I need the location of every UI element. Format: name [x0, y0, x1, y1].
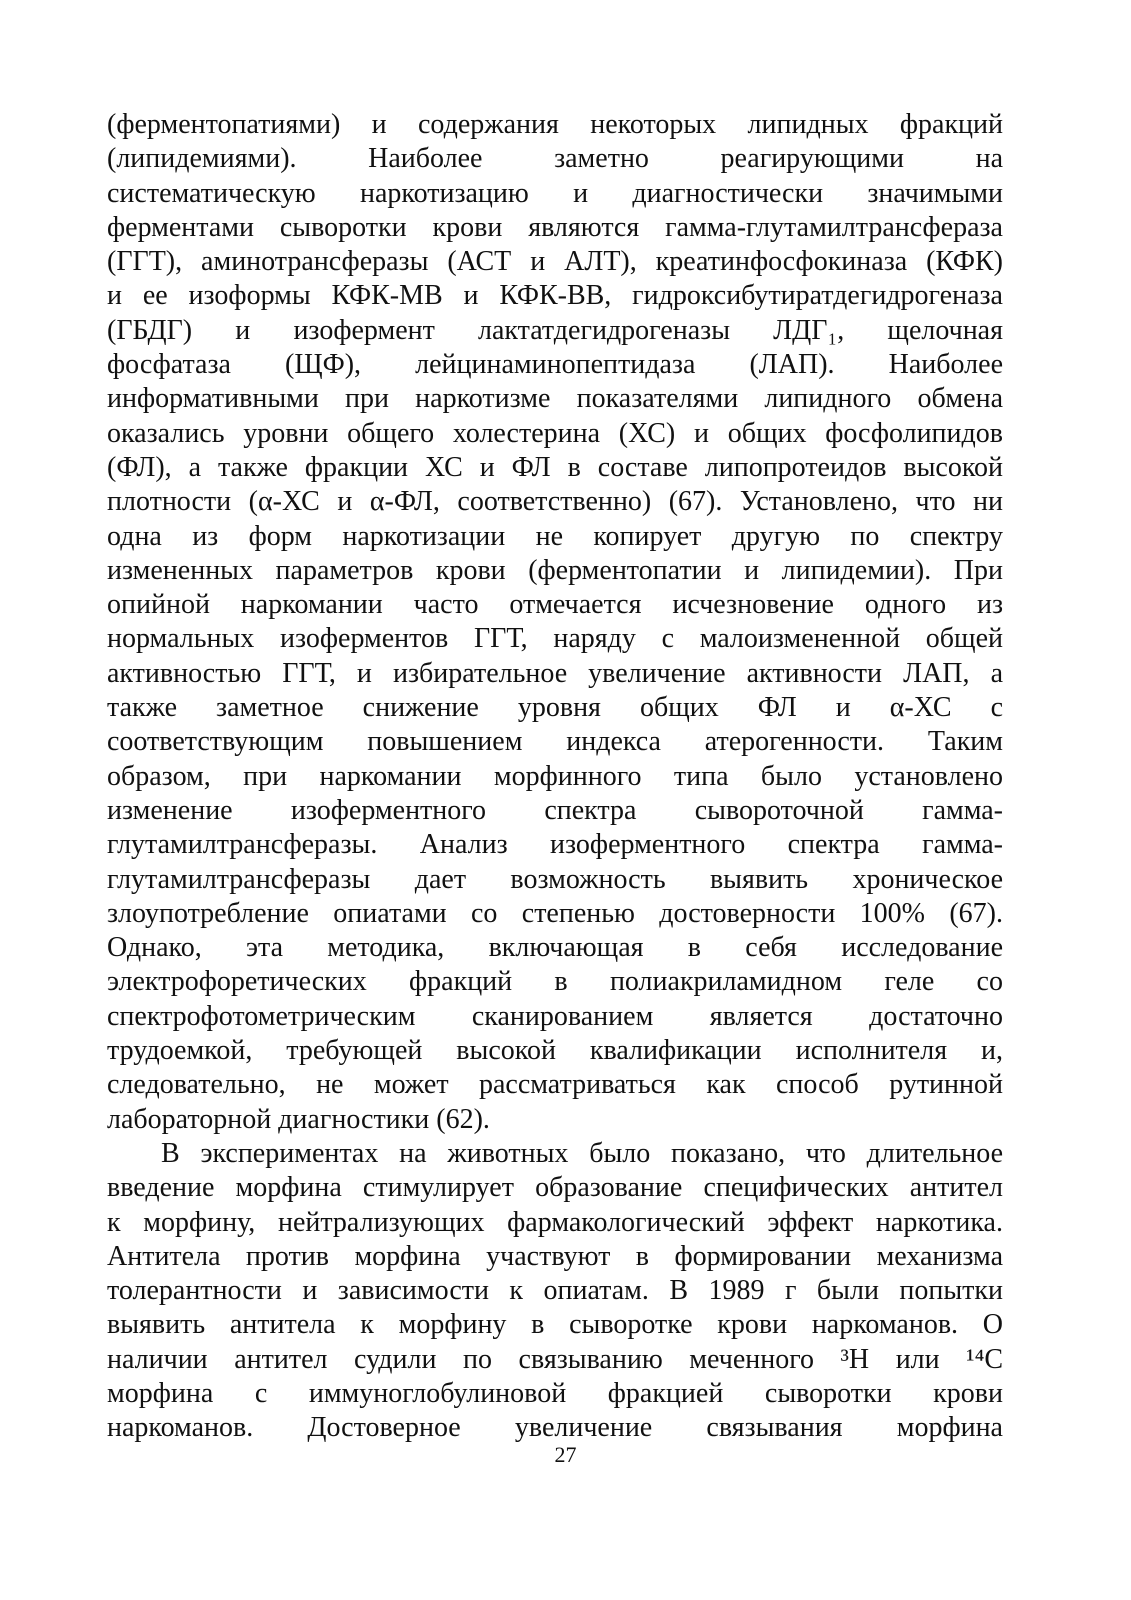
- text-line: электрофоретических фракций в полиакриламидном геле со: [107, 966, 1003, 998]
- text-line: выявить антитела к морфину в сыворотке крови наркоманов. О: [107, 1309, 1003, 1341]
- text-line: образом, при наркомании морфинного типа было установлено: [107, 760, 1003, 792]
- text-line: и ее изоформы КФК-МВ и КФК-ВВ, гидроксибутиратдегидрогеназа: [107, 280, 1003, 312]
- text-line: измененных параметров крови (ферментопатии и липидемии). При: [107, 554, 1003, 586]
- text-line: (ГБДГ) и изофермент лактатдегидрогеназы ЛДГ₁, щелочная: [107, 314, 1003, 346]
- text-line: наличии антител судили по связыванию меченного ³Н или ¹⁴С: [107, 1343, 1003, 1375]
- text-line: ферментами сыворотки крови являются гамма-глутамилтрансфераза: [107, 211, 1003, 243]
- text-line: одна из форм наркотизации не копирует другую по спектру: [107, 520, 1003, 552]
- text-line: также заметное снижение уровня общих ФЛ и α-ХС с: [107, 692, 1003, 724]
- text-line: Антитела против морфина участвуют в формировании механизма: [107, 1240, 1003, 1272]
- text-line: злоупотребление опиатами со степенью достоверности 100% (67).: [107, 897, 1003, 929]
- text-line: наркоманов. Достоверное увеличение связывания морфина: [107, 1412, 1003, 1444]
- text-line: (ФЛ), а также фракции ХС и ФЛ в составе липопротеидов высокой: [107, 451, 1003, 483]
- text-line: фосфатаза (ЩФ), лейцинаминопептидаза (ЛАП). Наиболее: [107, 349, 1003, 381]
- text-line: морфина с иммуноглобулиновой фракцией сыворотки крови: [107, 1377, 1003, 1409]
- text-line: информативными при наркотизме показателями липидного обмена: [107, 383, 1003, 415]
- text-line: оказались уровни общего холестерина (ХС) и общих фосфолипидов: [107, 417, 1003, 449]
- text-line: изменение изоферментного спектра сывороточной гамма-: [107, 794, 1003, 826]
- text-line: В экспериментах на животных было показано, что длительное: [161, 1137, 1003, 1169]
- text-line: лабораторной диагностики (62).: [107, 1103, 490, 1135]
- text-line: Однако, эта методика, включающая в себя исследование: [107, 932, 1003, 964]
- text-line: введение морфина стимулирует образование специфических антител: [107, 1172, 1003, 1204]
- text-line: плотности (α-ХС и α-ФЛ, соответственно) (67). Установлено, что ни: [107, 486, 1003, 518]
- text-line: опийной наркомании часто отмечается исчезновение одного из: [107, 589, 1003, 621]
- text-line: к морфину, нейтрализующих фармакологический эффект наркотика.: [107, 1206, 1003, 1238]
- text-line: глутамилтрансферазы. Анализ изоферментного спектра гамма-: [107, 829, 1003, 861]
- text-line: соответствующим повышением индекса атерогенности. Таким: [107, 726, 1003, 758]
- text-line: трудоемкой, требующей высокой квалификации исполнителя и,: [107, 1035, 1003, 1067]
- text-line: толерантности и зависимости к опиатам. В 1989 г были попытки: [107, 1275, 1003, 1307]
- text-line: (ферментопатиями) и содержания некоторых липидных фракций: [107, 109, 1003, 140]
- body-text: [107, 108, 1003, 1446]
- text-line: нормальных изоферментов ГГТ, наряду с малоизмененной общей: [107, 623, 1003, 655]
- text-line: активностью ГГТ, и избирательное увеличение активности ЛАП, а: [107, 657, 1003, 689]
- text-line: следовательно, не может рассматриваться как способ рутинной: [107, 1069, 1003, 1101]
- text-line: (липидемиями). Наиболее заметно реагирующими на: [107, 143, 1003, 175]
- paragraph-1: [107, 108, 1003, 1137]
- paragraph-2: [107, 1137, 1003, 1446]
- text-line: глутамилтрансферазы дает возможность выявить хроническое: [107, 863, 1003, 895]
- text-line: систематическую наркотизацию и диагностически значимыми: [107, 177, 1003, 209]
- text-line: (ГГТ), аминотрансферазы (АСТ и АЛТ), креатинфосфокиназа (КФК): [107, 246, 1003, 278]
- text-line: спектрофотометрическим сканированием является достаточно: [107, 1000, 1003, 1032]
- page-number: 27: [554, 1442, 577, 1467]
